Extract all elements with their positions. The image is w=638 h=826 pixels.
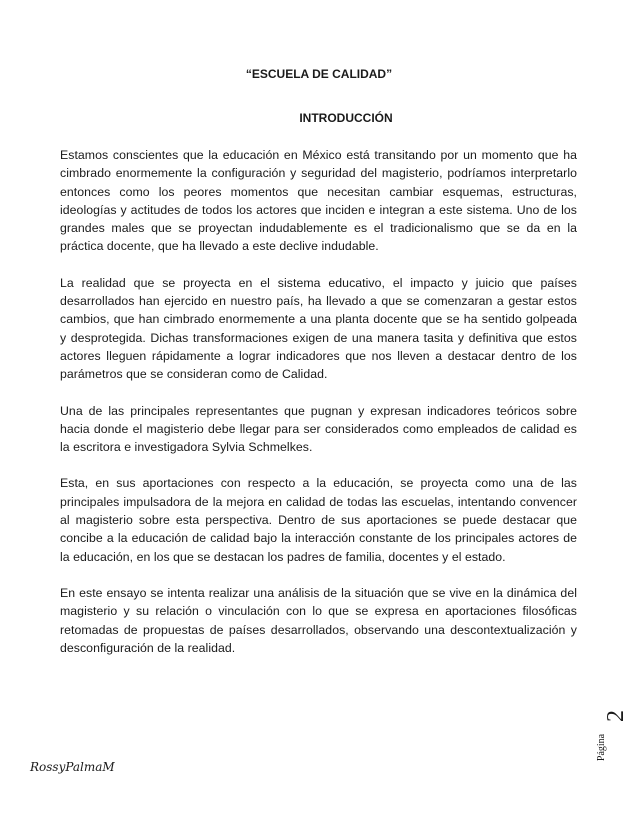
- document-body: [60, 146, 577, 675]
- paragraph-4: Esta, en sus aportaciones con respecto a la educación, se proyecta como una de las principales impulsadora de la mejora en calidad de todas las escuelas, intentando convencer al magisterio sobre esta perspectiva. Dentro de sus aportaciones se puede destacar que concibe a la educación de calidad bajo la interacción constante de los principales actores de la educación, en los que se destacan los padres de familia, docentes y el estado.: [60, 476, 577, 564]
- paragraph-5: En este ensayo se intenta realizar una análisis de la situación que se vive en la dinámica del magisterio y su relación o vinculación con lo que se expresa en aportaciones filosóficas retomadas de propuestas de países desarrollados, observando una descontextualización y desconfiguración de la realidad.: [60, 585, 577, 655]
- page-word: Página: [596, 733, 608, 762]
- footer-author: RossyPalmaM: [30, 760, 115, 774]
- page-number-label: [596, 704, 629, 766]
- section-heading: INTRODUCCIÓN: [299, 111, 393, 125]
- paragraph-1: Estamos conscientes que la educación en México está transitando por un momento que ha cimbrado enormemente la configuración y seguridad del magisterio, podríamos interpretarlo entonces como los peores momentos que necesitan cambiar esquemas, estructuras, ideologías y actitudes de todos los actores que inciden e integran a este sistema. Uno de los grandes males que se proyectan indudablemente es el tradicionalismo que se da en la práctica docente, que ha llevado a este declive indudable.: [60, 148, 577, 254]
- document-title: “ESCUELA DE CALIDAD”: [245, 67, 393, 81]
- paragraph-3: Una de las principales representantes que pugnan y expresan indicadores teóricos sobre hacia donde el magisterio debe llegar para ser considerados como empleados de calidad es la escritora e investigadora Sylvia Schmelkes.: [60, 403, 577, 455]
- paragraph-2: La realidad que se proyecta en el sistema educativo, el impacto y juicio que países desarrollados han ejercido en nuestro país, ha llevado a que se comenzaran a gestar estos cambios, que han cimbrado enormemente a una planta docente que se ha sentido golpeada y desprotegida. Dichas transformaciones exigen de una manera tasita y definitiva que estos actores lleguen rápidamente a lograr indicadores que nos lleven a destacar dentro de los parámetros que se consideran como de Calidad.: [60, 275, 577, 382]
- page-number: 2: [603, 710, 629, 722]
